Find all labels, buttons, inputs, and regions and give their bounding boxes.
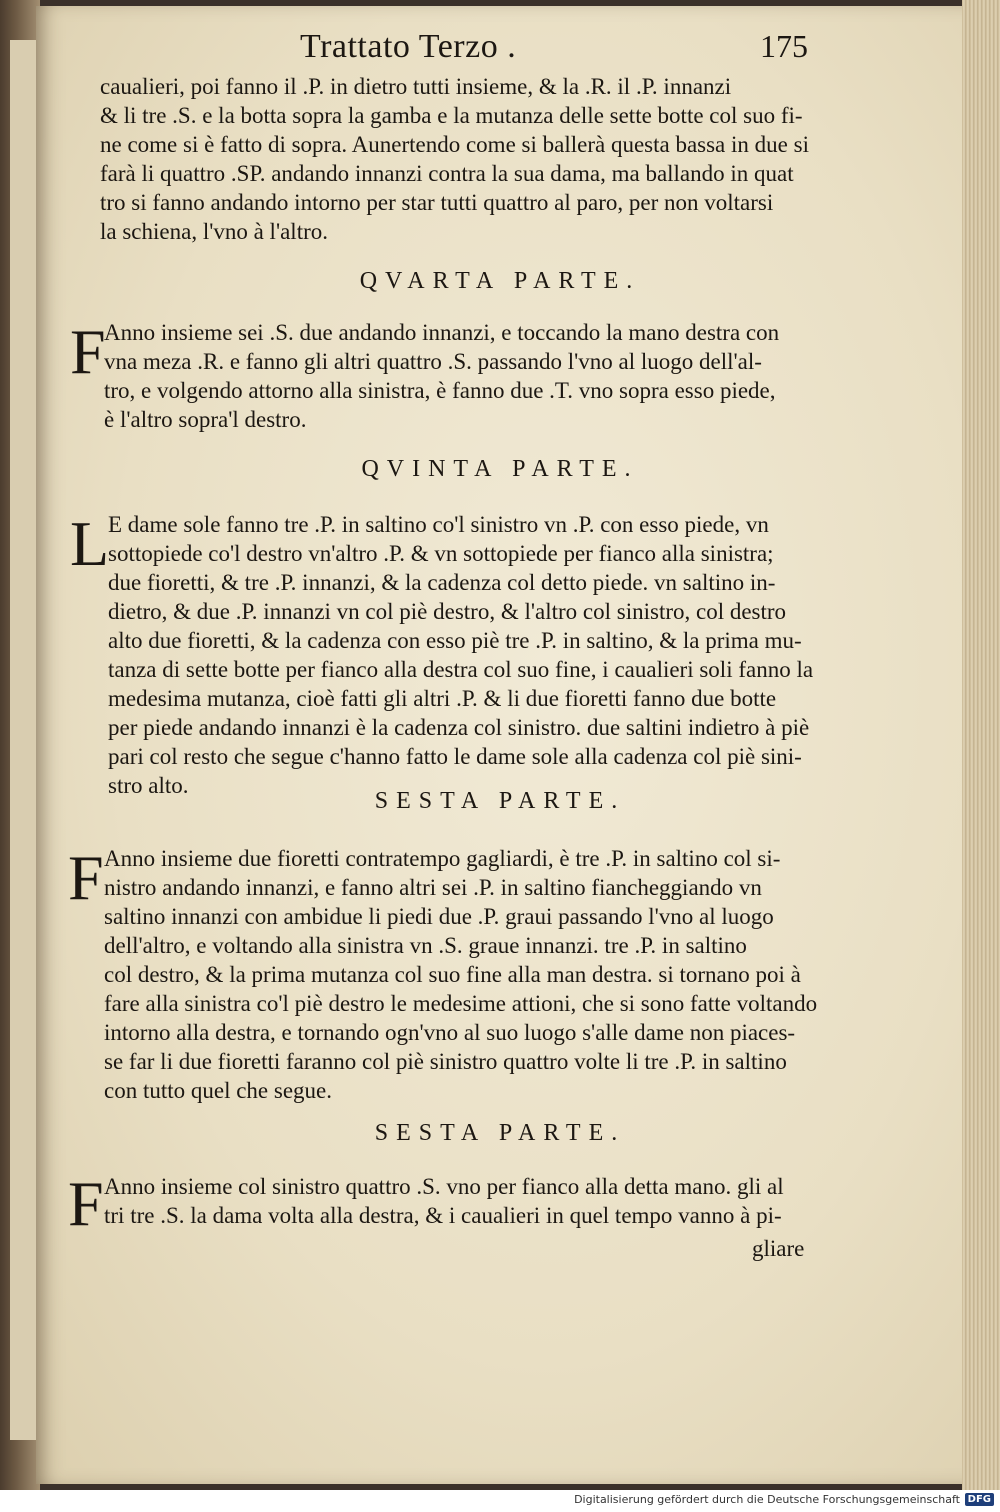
text-line: stro alto. [108, 773, 189, 798]
text-line: saltino innanzi con ambidue li piedi due .P. graui passando l'vno al luogo [104, 904, 774, 929]
text-line: caualieri, poi fanno il .P. in dietro tutti insieme, & la .R. il .P. innanzi [100, 74, 732, 99]
paragraph-sesta-2 [104, 1172, 854, 1230]
catchword: gliare [752, 1236, 805, 1261]
paragraph-quarta [104, 318, 854, 434]
text-line: col destro, & la prima mutanza col suo fine alla man destra. si tornano poi à [104, 962, 801, 987]
text-line: tro si fanno andando intorno per star tutti quattro al paro, per non voltarsi [100, 190, 774, 215]
text-line: due fioretti, & tre .P. innanzi, & la cadenza col detto piede. vn saltino in- [108, 570, 776, 595]
text-line: Anno insieme due fioretti contratempo gagliardi, è tre .P. in saltino col si- [104, 846, 781, 871]
section-heading-sesta: SESTA PARTE. [374, 1120, 626, 1146]
text-line: dell'altro, e voltando alla sinistra vn .S. graue innanzi. tre .P. in saltino [104, 933, 747, 958]
text-line: nistro andando innanzi, e fanno altri sei .P. in saltino fiancheggiando vn [104, 875, 762, 900]
dfg-logo: DFG [965, 1493, 994, 1506]
page-number: 175 [760, 28, 808, 64]
page-stack-edge [962, 0, 1000, 1490]
text-line: farà li quattro .SP. andando innanzi contra la sua dama, ma ballando in quat [100, 161, 794, 186]
footer-bar [0, 1490, 1000, 1512]
text-line: dietro, & due .P. innanzi vn col piè destro, & l'altro col sinistro, col destro [108, 599, 787, 624]
text-line: alto due fioretti, & la cadenza con esso piè tre .P. in saltino, & la prima mu- [108, 628, 802, 653]
text-line: pari col resto che segue c'hanno fatto le dame sole alla cadenza col piè sini- [108, 744, 802, 769]
text-line: vna meza .R. e fanno gli altri quattro .S. passando l'vno al luogo dell'al- [104, 349, 762, 374]
drop-cap: F [68, 842, 104, 913]
section-heading-quarta: QVARTA PARTE. [359, 268, 641, 294]
text-line: tro, e volgendo attorno alla sinistra, è fanno due .T. vno sopra esso piede, [104, 378, 776, 403]
text-line: ne come si è fatto di sopra. Aunertendo come si ballerà questa bassa in due si [100, 132, 809, 157]
text-line: per piede andando innanzi è la cadenza col sinistro. due saltini indietro à piè [108, 715, 810, 740]
paragraph-sesta-1 [104, 844, 854, 1105]
text-line: con tutto quel che segue. [104, 1078, 333, 1103]
text-line: la schiena, l'vno à l'altro. [100, 219, 328, 244]
drop-cap: F [68, 1168, 104, 1239]
section-heading-sesta: SESTA PARTE. [374, 788, 626, 814]
running-title: Trattato Terzo . [300, 28, 517, 65]
running-header [300, 28, 820, 72]
text-line: Anno insieme col sinistro quattro .S. vno per fianco alla detta mano. gli al [104, 1174, 784, 1199]
drop-cap: L [70, 508, 110, 579]
text-line: sottopiede co'l destro vn'altro .P. & vn sottopiede per fianco alla sinistra; [108, 541, 774, 566]
section-heading-quinta: QVINTA PARTE. [361, 456, 639, 482]
text-line: & li tre .S. e la botta sopra la gamba e la mutanza delle sette botte col suo fi- [100, 103, 803, 128]
funding-credit: Digitalisierung gefördert durch die Deutsche Forschungsgemeinschaft [574, 1493, 960, 1506]
text-line: E dame sole fanno tre .P. in saltino co'l sinistro vn .P. con esso piede, vn [108, 512, 769, 537]
opening-paragraph [100, 72, 850, 246]
text-line: intorno alla destra, e tornando ogn'vno al suo luogo s'alle dame non piaces- [104, 1020, 796, 1045]
text-line: tri tre .S. la dama volta alla destra, & i caualieri in quel tempo vanno à pi- [104, 1203, 782, 1228]
paragraph-quinta [108, 510, 858, 800]
text-line: tanza di sette botte per fianco alla destra col suo fine, i caualieri soli fanno la [108, 657, 814, 682]
text-line: è l'altro sopra'l destro. [104, 407, 307, 432]
text-line: se far li due fioretti faranno col piè sinistro quattro volte li tre .P. in saltino [104, 1049, 787, 1074]
text-line: fare alla sinistra co'l piè destro le medesime attioni, che si sono fatte voltando [104, 991, 818, 1016]
drop-cap: F [70, 316, 106, 387]
text-line: medesima mutanza, cioè fatti gli altri .P. & li due fioretti fanno due botte [108, 686, 777, 711]
text-line: Anno insieme sei .S. due andando innanzi, e toccando la mano destra con [104, 320, 780, 345]
